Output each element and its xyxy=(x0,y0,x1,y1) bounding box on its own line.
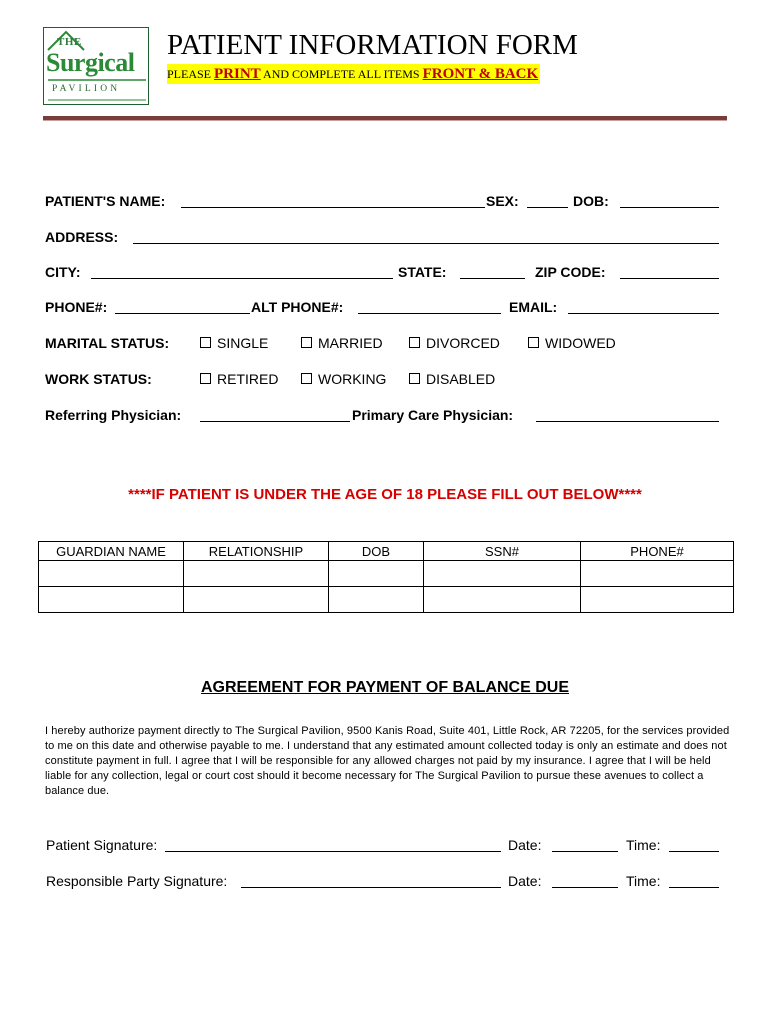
guardian-table xyxy=(38,541,734,613)
responsible-party-time-label: Time: xyxy=(626,873,661,889)
state-label: STATE: xyxy=(398,264,447,280)
checkbox-label: RETIRED xyxy=(217,371,279,387)
dob-cell[interactable] xyxy=(329,561,424,587)
header-divider xyxy=(43,116,727,121)
logo-surgical-text: Surgical xyxy=(46,48,135,77)
table-row xyxy=(39,561,734,587)
referring-physician-field[interactable] xyxy=(200,421,350,422)
instruction-banner xyxy=(167,64,540,84)
marital-status-label: MARITAL STATUS: xyxy=(45,335,170,351)
patient-time-label: Time: xyxy=(626,837,661,853)
patient-name-field[interactable] xyxy=(181,207,485,208)
marital-single-checkbox[interactable] xyxy=(200,335,268,351)
checkbox-label: DIVORCED xyxy=(426,335,500,351)
instruction-print-emphasis: PRINT xyxy=(214,66,261,82)
state-field[interactable] xyxy=(460,278,525,279)
patient-time-field[interactable] xyxy=(669,851,719,852)
column-header-guardian-name: GUARDIAN NAME xyxy=(39,542,184,561)
dob-cell[interactable] xyxy=(329,587,424,613)
patient-signature-field[interactable] xyxy=(165,851,501,852)
responsible-party-signature-label: Responsible Party Signature: xyxy=(46,873,228,889)
checkbox-square xyxy=(200,337,211,348)
dob-field[interactable] xyxy=(620,207,719,208)
patient-name-label: PATIENT'S NAME: xyxy=(45,193,166,209)
checkbox-label: SINGLE xyxy=(217,335,269,351)
alt-phone-field[interactable] xyxy=(358,313,501,314)
zip-code-label: ZIP CODE: xyxy=(535,264,606,280)
column-header-relationship: RELATIONSHIP xyxy=(184,542,329,561)
responsible-party-time-field[interactable] xyxy=(669,887,719,888)
checkbox-square xyxy=(301,373,312,384)
relationship-cell[interactable] xyxy=(184,587,329,613)
table-row xyxy=(39,587,734,613)
responsible-party-date-field[interactable] xyxy=(552,887,618,888)
marital-divorced-checkbox[interactable] xyxy=(409,335,500,351)
checkbox-square xyxy=(409,373,420,384)
ssn-cell[interactable] xyxy=(424,561,581,587)
work-status-label: WORK STATUS: xyxy=(45,371,152,387)
city-field[interactable] xyxy=(91,278,393,279)
column-header-phone: PHONE# xyxy=(581,542,734,561)
agreement-title: AGREEMENT FOR PAYMENT OF BALANCE DUE xyxy=(200,679,569,696)
column-header-dob: DOB xyxy=(329,542,424,561)
primary-care-physician-label: Primary Care Physician: xyxy=(352,407,514,423)
logo-pavilion-text: PAVILION xyxy=(52,84,121,94)
patient-signature-label: Patient Signature: xyxy=(46,837,158,853)
agreement-body: I hereby authorize payment directly to The Surgical Pavilion, 9500 Kanis Road, Suite 401, Little Rock, AR 72205, for the services provided to me on this date and otherwise payable to me. I understand that any estimated amount collected today is only an estimate and does not constitute payment in full. I agree that I will be responsible for any allowed charges not paid by my insurance. I agree that I will be held liable for any collection, legal or court cost should it become necessary for The Surgical Pavilion to pursue these avenues to collect a balance due. xyxy=(45,725,730,797)
dob-label: DOB: xyxy=(573,193,609,209)
city-label: CITY: xyxy=(45,264,81,280)
zip-code-field[interactable] xyxy=(620,278,719,279)
sex-label: SEX: xyxy=(486,193,519,209)
phone-label: PHONE#: xyxy=(45,299,108,315)
minor-instruction-banner: ****IF PATIENT IS UNDER THE AGE OF 18 PLEASE FILL OUT BELOW**** xyxy=(128,486,642,503)
work-retired-checkbox[interactable] xyxy=(200,371,278,387)
referring-physician-label: Referring Physician: xyxy=(45,407,182,423)
checkbox-label: WIDOWED xyxy=(545,335,616,351)
marital-married-checkbox[interactable] xyxy=(301,335,383,351)
checkbox-square xyxy=(409,337,420,348)
checkbox-label: MARRIED xyxy=(318,335,383,351)
checkbox-label: WORKING xyxy=(318,371,387,387)
primary-care-physician-field[interactable] xyxy=(536,421,719,422)
work-disabled-checkbox[interactable] xyxy=(409,371,495,387)
column-header-ssn: SSN# xyxy=(424,542,581,561)
responsible-party-signature-field[interactable] xyxy=(241,887,501,888)
phone-cell[interactable] xyxy=(581,587,734,613)
responsible-party-date-label: Date: xyxy=(508,873,542,889)
guardian-name-cell[interactable] xyxy=(39,561,184,587)
email-field[interactable] xyxy=(568,313,719,314)
instruction-middle: AND COMPLETE ALL ITEMS xyxy=(263,67,420,81)
guardian-table-header-row xyxy=(39,542,734,561)
guardian-name-cell[interactable] xyxy=(39,587,184,613)
work-working-checkbox[interactable] xyxy=(301,371,386,387)
instruction-front-back-emphasis: FRONT & BACK xyxy=(422,66,539,82)
logo-the-text: THE xyxy=(57,36,82,48)
alt-phone-label: ALT PHONE#: xyxy=(251,299,344,315)
checkbox-square xyxy=(301,337,312,348)
patient-date-field[interactable] xyxy=(552,851,618,852)
instruction-prefix: PLEASE xyxy=(167,67,212,81)
surgical-pavilion-logo xyxy=(43,27,149,105)
address-field[interactable] xyxy=(133,243,719,244)
patient-date-label: Date: xyxy=(508,837,542,853)
checkbox-square xyxy=(200,373,211,384)
relationship-cell[interactable] xyxy=(184,561,329,587)
checkbox-label: DISABLED xyxy=(426,371,496,387)
checkbox-square xyxy=(528,337,539,348)
address-label: ADDRESS: xyxy=(45,229,119,245)
phone-cell[interactable] xyxy=(581,561,734,587)
page-title: PATIENT INFORMATION FORM xyxy=(167,29,578,61)
sex-field[interactable] xyxy=(527,207,568,208)
phone-field[interactable] xyxy=(115,313,250,314)
marital-widowed-checkbox[interactable] xyxy=(528,335,616,351)
email-label: EMAIL: xyxy=(509,299,558,315)
ssn-cell[interactable] xyxy=(424,587,581,613)
